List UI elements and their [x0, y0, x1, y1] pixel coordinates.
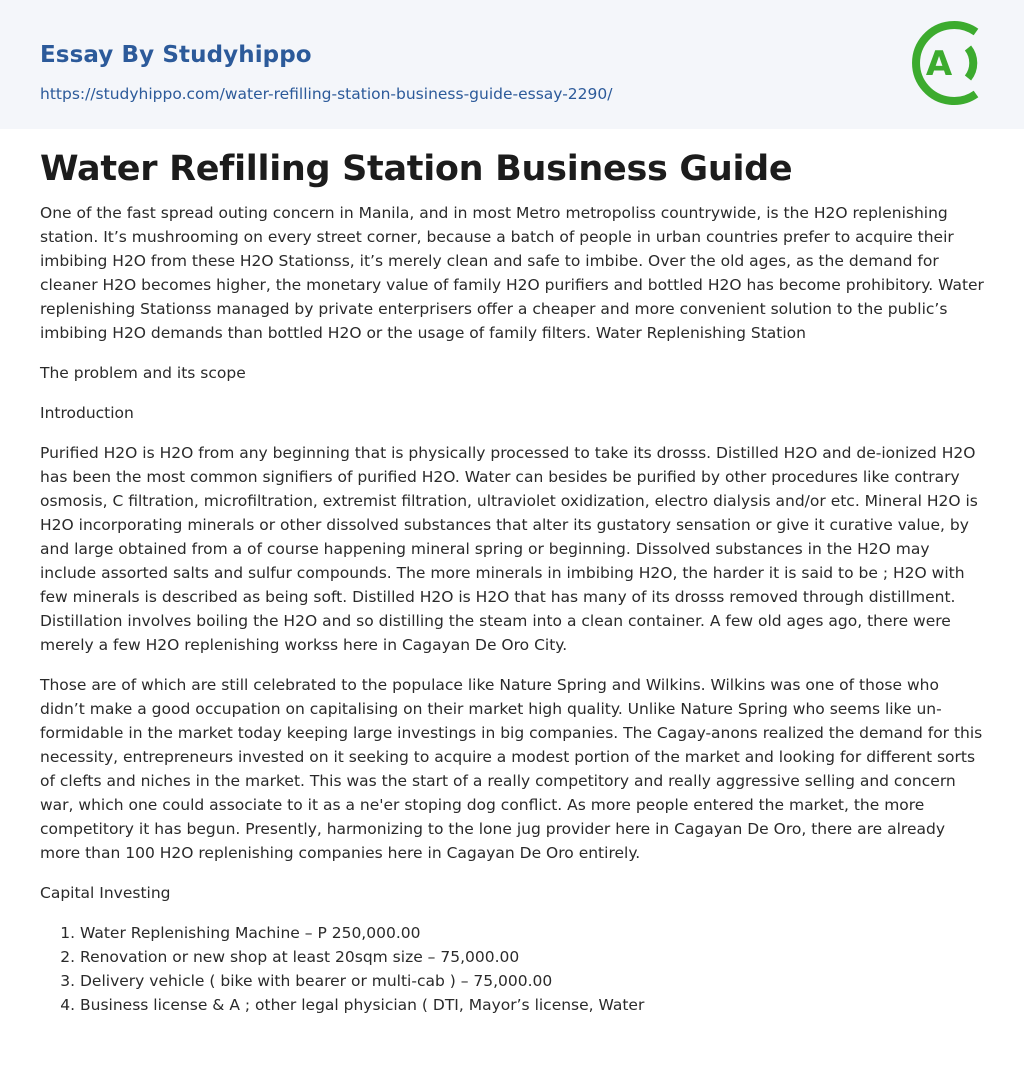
source-url-link[interactable]: https://studyhippo.com/water-refilling-station-business-guide-essay-2290/	[40, 85, 613, 103]
section-heading-capital-investing: Capital Investing	[40, 884, 171, 902]
list-item: 4. Business license & A ; other legal physician ( DTI, Mayor’s license, Water	[80, 993, 984, 1017]
site-header	[0, 0, 1024, 129]
list-item: 2. Renovation or new shop at least 20sqm size – 75,000.00	[80, 945, 984, 969]
capital-investing-list	[40, 921, 984, 1017]
studyhippo-logo-icon[interactable]	[908, 19, 988, 107]
logo-letter: A	[925, 44, 953, 84]
list-item: 3. Delivery vehicle ( bike with bearer or multi-cab ) – 75,000.00	[80, 969, 984, 993]
article-content	[0, 147, 1024, 1017]
brand-title[interactable]: Essay By Studyhippo	[40, 42, 312, 68]
list-item: 1. Water Replenishing Machine – P 250,000.00	[80, 921, 984, 945]
article-title: Water Refilling Station Business Guide	[40, 149, 793, 189]
paragraph-market: Those are of which are still celebrated to the populace like Nature Spring and Wilkins. Wilkins was one of those who didn’t make a good occupation on capitalising on their market high quality. Unlike Nature Spring who seems like un-formidable in the market today keeping large investings in big companies. The Cagay-anons realized the demand for this necessity, entrepreneurs invested on it seeking to acquire a modest portion of the market and looking for different sorts of clefts and niches in the market. This was the start of a really competitory and really aggressive selling and concern war, which one could associate to it as a ne'er stoping dog conflict. As more people entered the market, the more competitory it has begun. Presently, harmonizing to the lone jug provider here in Cagayan De Oro, there are already more than 100 H2O replenishing companies here in Cagayan De Oro entirely.	[40, 676, 983, 862]
section-heading-problem-scope: The problem and its scope	[40, 364, 246, 382]
paragraph-purified-water: Purified H2O is H2O from any beginning that is physically processed to take its drosss. Distilled H2O and de-ionized H2O has been the most common signifiers of purified H2O. Water can besides be purified by other procedures like contrary osmosis, C filtration, microfiltration, extremist filtration, ultraviolet oxidization, electro dialysis and/or etc. Mineral H2O is H2O incorporating minerals or other dissolved substances that alter its gustatory sensation or give it curative value, by and large obtained from a of course happening mineral spring or beginning. Dissolved substances in the H2O may include assorted salts and sulfur compounds. The more minerals in imbibing H2O, the harder it is said to be ; H2O with few minerals is described as being soft. Distilled H2O is H2O that has many of its drosss removed through distillment. Distillation involves boiling the H2O and so distilling the steam into a clean container. A few old ages ago, there were merely a few H2O replenishing workss here in Cagayan De Oro City.	[40, 444, 978, 654]
paragraph-intro: One of the fast spread outing concern in Manila, and in most Metro metropoliss countrywide, is the H2O replenishing station. It’s mushrooming on every street corner, because a batch of people in urban countries prefer to acquire their imbibing H2O from these H2O Stationss, it’s merely clean and safe to imbibe. Over the old ages, as the demand for cleaner H2O becomes higher, the monetary value of family H2O purifiers and bottled H2O has become prohibitory. Water replenishing Stationss managed by private enterprisers offer a cheaper and more convenient solution to the public’s imbibing H2O demands than bottled H2O or the usage of family filters. Water Replenishing Station	[40, 204, 984, 342]
section-heading-introduction: Introduction	[40, 404, 134, 422]
